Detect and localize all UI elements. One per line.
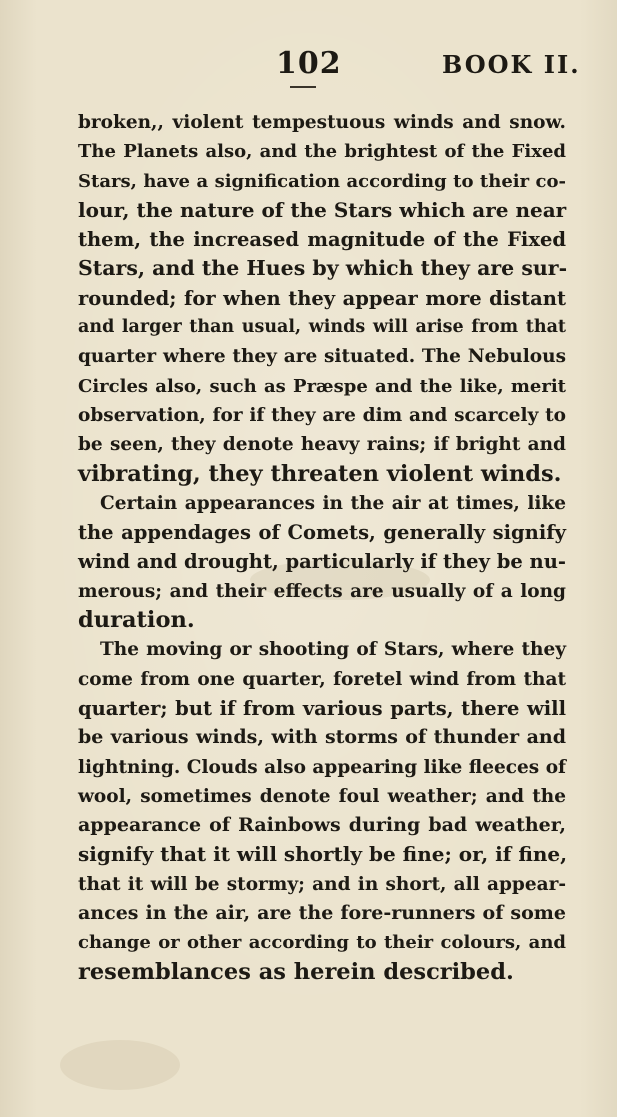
text-line: The Planets also, and the brightest of the Fixed [78, 141, 566, 163]
text-line: the appendages of Comets, generally signify [78, 521, 566, 545]
paper-stain [60, 1040, 180, 1090]
text-line: Stars, and the Hues by which they are sur- [78, 256, 568, 281]
text-line: Certain appearances in the air at times, like [100, 492, 566, 514]
text-line: be seen, they denote heavy rains; if bright and [78, 434, 566, 456]
text-line: resemblances as herein described. [78, 958, 514, 985]
body-text [78, 108, 566, 987]
text-line: quarter where they are situated. The Nebulous [78, 346, 566, 368]
text-line: wind and drought, particularly if they be nu- [78, 550, 566, 574]
text-line: vibrating, they threaten violent winds. [78, 460, 562, 487]
header-rule [290, 86, 316, 88]
page-number: 102 [276, 46, 342, 81]
text-line: quarter; but if from various parts, there will [78, 696, 566, 720]
text-line: rounded; for when they appear more distant [78, 286, 566, 310]
page-header [0, 46, 617, 86]
text-line: be various winds, with storms of thunder and [78, 726, 566, 749]
text-line: change or other according to their colours, and [78, 932, 566, 954]
text-line: broken,, violent tempestuous winds and snow. [78, 112, 566, 133]
text-line: and larger than usual, winds will arise from that [78, 317, 566, 338]
text-line: that it will be stormy; and in short, all appear- [78, 873, 566, 895]
text-line: signify that it will shortly be fine; or, if fine, [78, 842, 568, 867]
text-line: lour, the nature of the Stars which are near [78, 197, 567, 222]
text-line: appearance of Rainbows during bad weather, [78, 814, 566, 837]
text-line: Circles also, such as Præspe and the like, merit [78, 375, 566, 397]
text-line: observation, for if they are dim and scarcely to [78, 404, 566, 426]
text-line: them, the increased magnitude of the Fixed [78, 228, 566, 252]
text-line: come from one quarter, foretel wind from that [78, 668, 566, 690]
text-line: The moving or shooting of Stars, where they [100, 639, 566, 661]
text-line: wool, sometimes denote foul weather; and the [78, 785, 566, 807]
text-line: merous; and their effects are usually of a long [78, 580, 566, 602]
text-line: Stars, have a signification according to their co- [78, 170, 566, 192]
text-line: duration. [78, 607, 195, 634]
text-line: lightning. Clouds also appearing like fleeces of [78, 756, 566, 778]
running-head: BOOK II. [442, 50, 581, 79]
text-line: ances in the air, are the fore-runners of some [78, 902, 566, 925]
